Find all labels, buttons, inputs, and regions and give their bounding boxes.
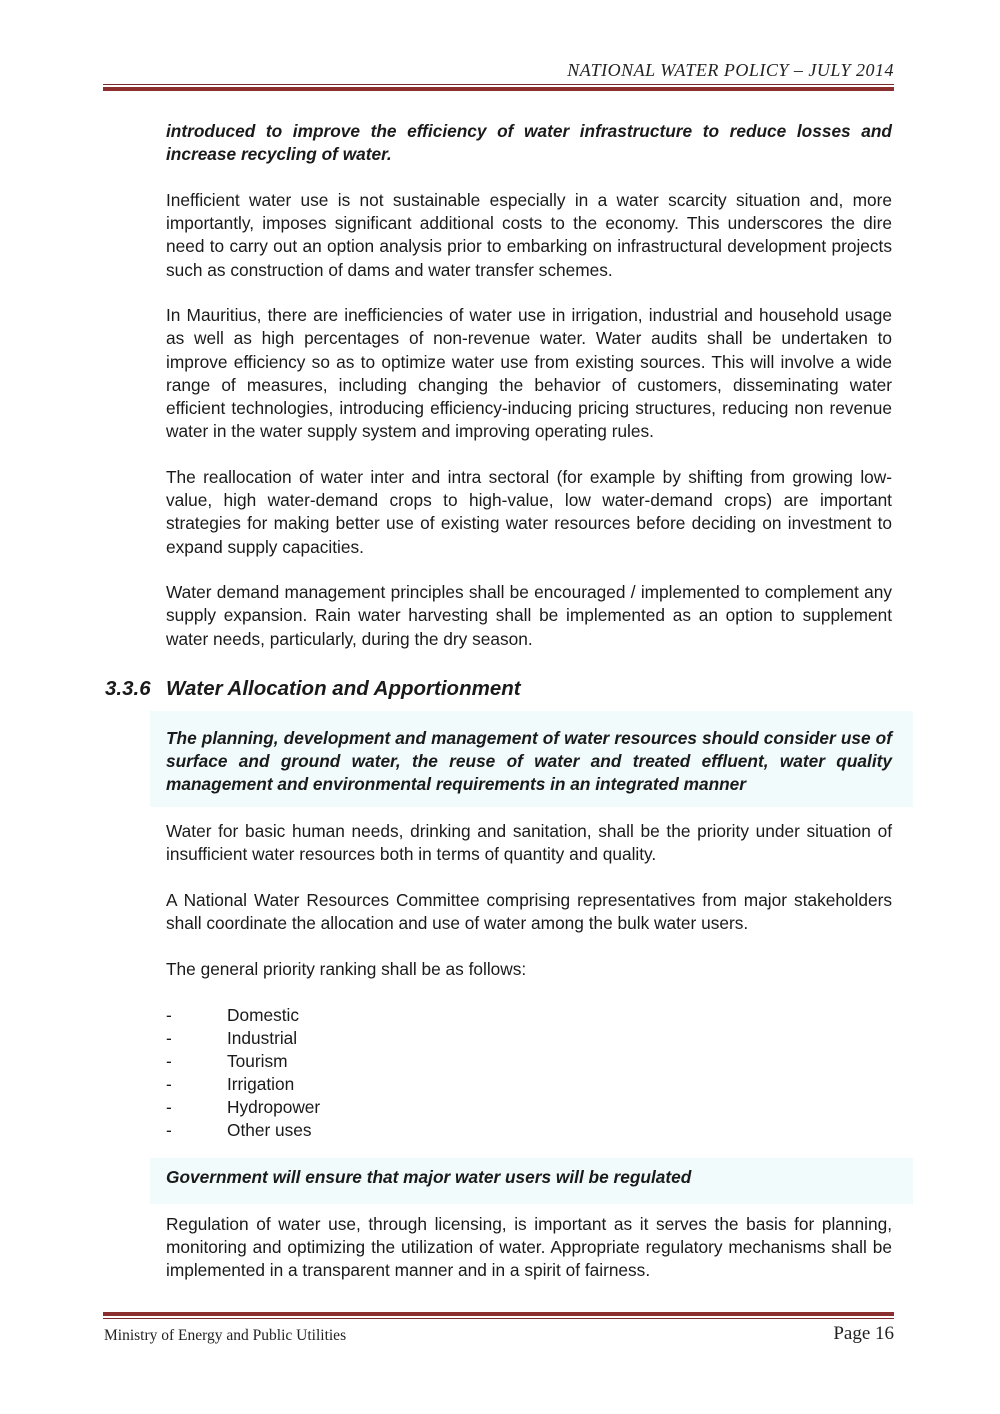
paragraph-basic-needs: Water for basic human needs, drinking and sanitation, shall be the priority under situation of insufficient water resources both in terms of quantity and quality.: [166, 821, 892, 865]
policy-statement-2: Government will ensure that major water users will be regulated: [166, 1167, 692, 1187]
paragraph-regulation: Regulation of water use, through licensing, is important as it serves the basis for planning, monitoring and optimizing the utilization of water. Appropriate regulatory mechanisms shall be implemented in a transparent manner and in a spirit of fairness.: [166, 1214, 892, 1281]
intro-policy-statement: introduced to improve the efficiency of water infrastructure to reduce losses and increase recycling of water.: [166, 121, 892, 165]
section-heading: [105, 677, 895, 701]
section-number: 3.3.6: [105, 677, 151, 700]
list-item: - Domestic: [166, 1004, 300, 1025]
list-item: - Industrial: [166, 1027, 298, 1048]
paragraph-priority-intro: The general priority ranking shall be as follows:: [166, 958, 527, 979]
page-header-title: NATIONAL WATER POLICY – JULY 2014: [567, 60, 894, 80]
policy-statement: The planning, development and management of water resources should consider use of surface and ground water, the reuse of water and treated effluent, water quality management and environmental requirements in an integrated manner: [166, 728, 892, 795]
paragraph-committee: A National Water Resources Committee comprising representatives from major stakeholders shall coordinate the allocation and use of water among the bulk water users.: [166, 889, 892, 934]
list-item: - Irrigation: [166, 1074, 295, 1095]
footer-rule: [103, 1312, 894, 1319]
paragraph-inefficient-use: Inefficient water use is not sustainable especially in a water scarcity situation and, more importantly, imposes significant additional costs to the economy. This underscores the dire need to carry out an option analysis prior to embarking on infrastructural development projects such as construction of dams and water transfer schemes.: [166, 189, 892, 280]
paragraph-mauritius-inefficiencies: In Mauritius, there are inefficiencies of water use in irrigation, industrial and household usage as well as high percentages of non-revenue water. Water audits shall be undertaken to improve efficiency so as to optimize water use from existing sources. This will involve a wide range of measures, including changing the behavior of customers, disseminating water efficient technologies, introducing efficiency-inducing pricing structures, reducing non revenue water in the water supply system and improving operating rules.: [166, 305, 892, 442]
list-item: - Tourism: [166, 1050, 288, 1071]
section-title: Water Allocation and Apportionment: [166, 677, 521, 700]
list-item: - Hydropower: [166, 1097, 321, 1118]
priority-list: [166, 1004, 892, 1143]
intro-section: [166, 120, 892, 673]
paragraph-reallocation: The reallocation of water inter and intra sectoral (for example by shifting from growing low-value, high water-demand crops to high-value, low water-demand crops) are important strategies for making better use of existing water resources before deciding on investment to expand supply capacities.: [166, 466, 892, 557]
list-item: - Other uses: [166, 1120, 312, 1141]
footer-ministry: Ministry of Energy and Public Utilities: [104, 1327, 347, 1344]
footer-page-number: Page 16: [833, 1323, 894, 1344]
allocation-section-body: [166, 820, 892, 1143]
header-rule: [103, 84, 894, 91]
paragraph-demand-management: Water demand management principles shall be encouraged / implemented to complement any supply expansion. Rain water harvesting shall be implemented as an option to supplement water needs, particularly, during the dry season.: [166, 582, 892, 649]
